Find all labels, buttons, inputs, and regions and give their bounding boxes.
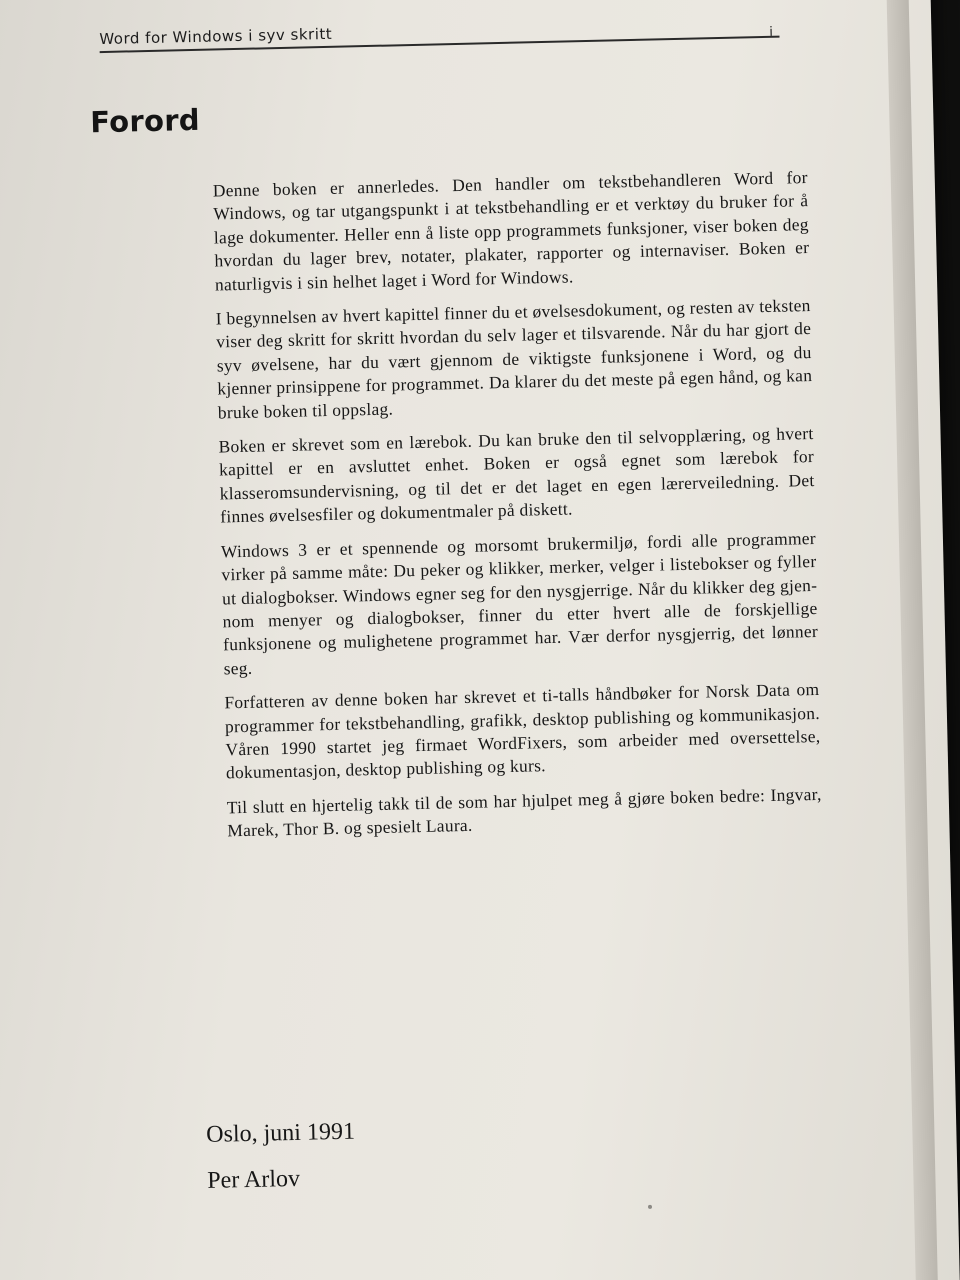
paragraph-3: Boken er skrevet som en lærebok. Du kan bruke den til selvopplæring, og hvert kapittel er en avsluttet enhet. Boken er også egnet som lærebok for klasseromsundervisning, og til det er det laget en egen lærerveiledning. Det finnes øvelsesfiler og dokumentmaler på diskett. — [218, 423, 815, 527]
place-date: Oslo, juni 1991 — [205, 1118, 356, 1148]
page-number: i — [769, 24, 774, 40]
chapter-title: Forord — [89, 102, 201, 140]
page-edge — [886, 0, 938, 1280]
paper-speck — [648, 1205, 652, 1209]
paragraph-6: Til slutt en hjertelig takk til de som har hjulpet meg å gjøre boken bedre: Ingvar, Marek, Thor B. og spesielt Laura. — [226, 783, 822, 841]
running-header — [99, 12, 779, 53]
running-title: Word for Windows i syv skritt — [99, 24, 333, 49]
paragraph-1: Denne boken er annerledes. Den handler om tekstbehandleren Word for Windows, og tar utgangspunkt i at tekstbehandling er et verktøy du bruker for å lage dokumenter. Heller enn å liste opp programmets funksjoner, viser boken deg hvordan du lager brev, notater, plakater, rapporter og internaviser. Boken er naturligvis i sin helhet laget i Word for Windows. — [212, 167, 810, 295]
paragraph-2: I begynnelsen av hvert kapittel finner du et øvelsesdokument, og resten av teksten viser deg skritt for skritt hvordan du selv lager et tilsvarende. Når du har gjort de syv øvelsene, har du vært gjennom de viktigste funksjonene i Word, og du kjenner prinsippene for programmet. Da klarer du det meste på egen hånd, og kan bruke boken til oppslag. — [215, 295, 813, 423]
paragraph-4: Windows 3 er et spennende og morsomt brukermiljø, fordi alle programmer virker på samme måte: Du peker og klikker, merker, velger i listebokser og fyller ut dialogbokser. Windows egner seg for den nysgjerrige. Når du klikker deg gjennom menyer og dialogbokser, finner du etter hvert alle de forskjellige funksjonene og mulighetene programmet har. Vær derfor nysgjerrig, det lønner seg. — [220, 527, 819, 679]
preface-body — [213, 166, 823, 854]
author-signature: Per Arlov — [207, 1165, 301, 1194]
paragraph-5: Forfatteren av denne boken har skrevet et ti-talls håndbøker for Norsk Data om programmer for tekstbehandling, grafikk, desktop publishing og kommunikasjon. Våren 1990 startet jeg firmaet WordFixers, som arbeider med oversettelse, dokumentasjon, desktop publishing og kurs. — [224, 679, 821, 783]
